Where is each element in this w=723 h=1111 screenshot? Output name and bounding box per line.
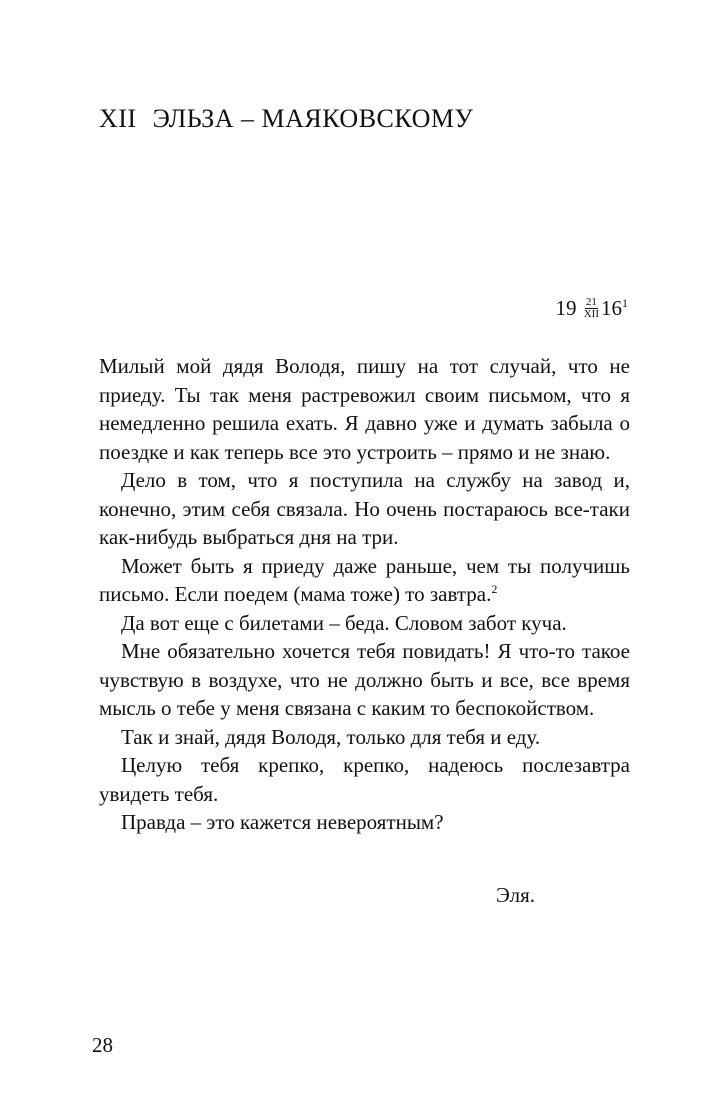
date-footnote-marker: 1: [622, 296, 628, 310]
paragraph-7: Целую тебя крепко, крепко, надеюсь послезавтра увидеть тебя.: [99, 753, 630, 806]
paragraph-8: Правда – это кажется невероятным?: [121, 810, 444, 834]
paragraph-6: Так и знай, дядя Володя, только для тебя и еду.: [121, 724, 541, 749]
paragraph-3: [99, 552, 630, 609]
page-number: 28: [92, 1033, 113, 1057]
paragraph-1: Милый мой дядя Володя, пишу на тот случай, что не приеду. Ты так меня растревожил своим письмом, что я немедленно решила ехать. Я давно уже и думать забыла о поездке и как теперь все это устроить – прямо и не знаю.: [99, 354, 630, 464]
date-fraction-numerator: 21: [585, 295, 597, 308]
letter-date: [555, 294, 628, 322]
date-year: 16: [601, 296, 622, 320]
letter-body: [99, 352, 630, 837]
chapter-title: ЭЛЬЗА – МАЯКОВСКОМУ: [152, 104, 474, 133]
chapter-number: XII: [99, 104, 137, 133]
date-day: 19: [555, 296, 577, 320]
paragraph-3-footnote-marker: 2: [491, 582, 498, 596]
paragraph-3-text: Может быть я приеду даже раньше, чем ты получишь письмо. Если поедем (мама тоже) то завтра.: [99, 553, 630, 606]
date-fraction-denominator: XII: [583, 307, 599, 320]
signature: Эля.: [496, 883, 535, 907]
chapter-heading: [99, 102, 473, 136]
date-fraction: [583, 297, 600, 320]
paragraph-2: Дело в том, что я поступила на службу на завод и, конечно, этим себя связала. Но очень постараюсь все-таки как-нибудь выбраться дня на три.: [99, 468, 630, 549]
paragraph-4: Да вот еще с билетами – беда. Словом забот куча.: [121, 610, 567, 635]
paragraph-5: Мне обязательно хочется тебя повидать! Я что-то такое чувствую в воздухе, что не должно быть и все, все время мысль о тебе у меня связана с каким то беспокойством.: [99, 639, 630, 720]
